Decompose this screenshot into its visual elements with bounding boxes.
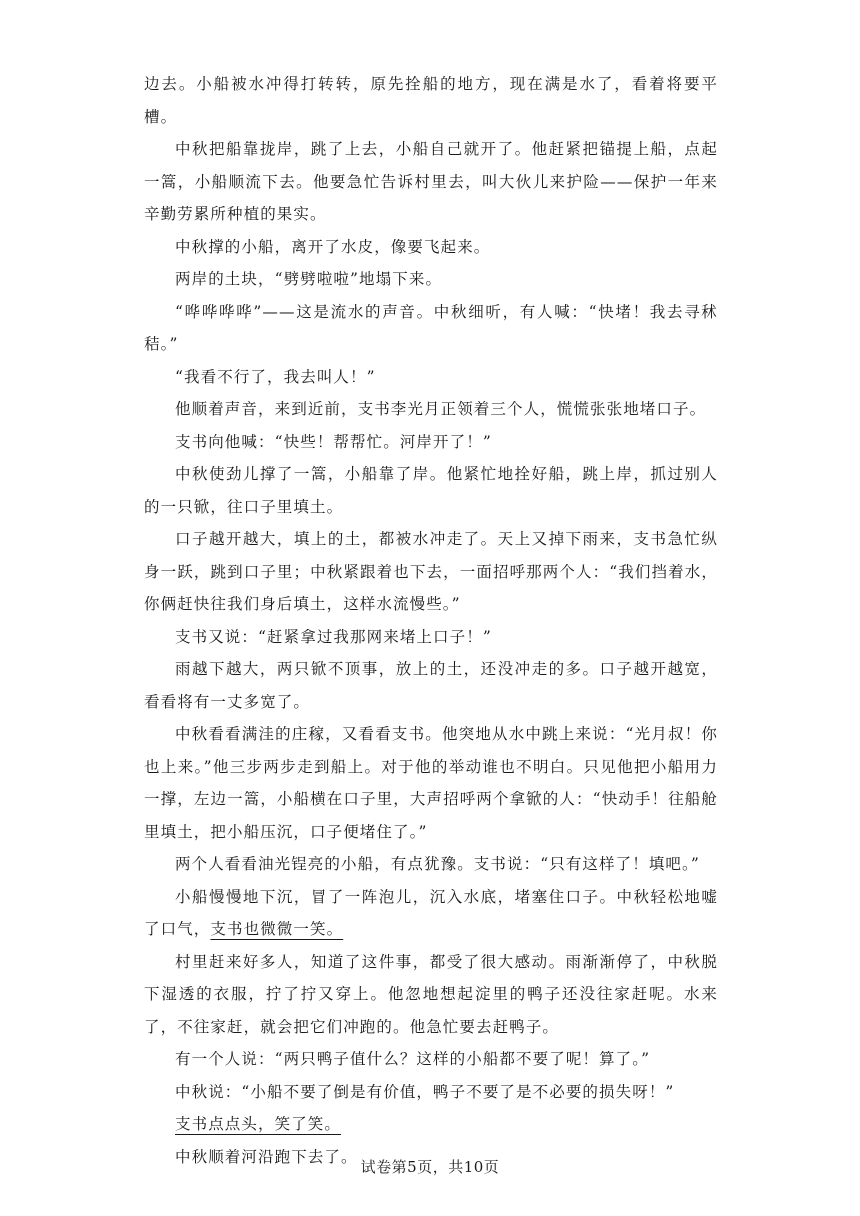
paragraph-7 (144, 426, 718, 459)
paragraph-15 (144, 946, 718, 1044)
paragraph-6-text: 他顺着声音，来到近前，支书李光月正领着三个人，慌慌张张地堵口子。 (175, 400, 707, 418)
paragraph-1-text: 中秋把船靠拢岸，跳了上去，小船自己就开了。他赶紧把锚提上船，点起一篙，小船顺流下去。他要急忙告诉村里去，叫大伙儿来护险——保护一年来辛勤劳累所种植的果实。 (144, 140, 718, 223)
page-number-label: 试卷第5页，共10页 (360, 1158, 500, 1176)
paragraph-16-text: 有一个人说：“两只鸭子值什么？这样的小船都不要了呢！算了。” (175, 1050, 651, 1068)
underlined-sentence-smile: 支书也微微一笑。 (210, 920, 344, 938)
underlined-sentence-nod: 支书点点头，笑了笑。 (175, 1115, 342, 1133)
paragraph-0 (144, 68, 718, 133)
paragraph-14-text: 小船慢慢地下沉，冒了一阵泡儿，沉入水底，堵塞住口子。中秋轻松地嘘了口气， (144, 887, 718, 938)
paragraph-16 (144, 1043, 718, 1076)
paragraph-11 (144, 653, 718, 718)
paragraph-13-text: 两个人看看油光锃亮的小船，有点犹豫。支书说：“只有这样了！填吧。” (175, 855, 700, 873)
paragraph-2 (144, 231, 718, 264)
paragraph-6 (144, 393, 718, 426)
paragraph-15-text: 村里赶来好多人，知道了这件事，都受了很大感动。雨渐渐停了，中秋脱下湿透的衣服，拧了拧又穿上。他忽地想起淀里的鸭子还没往家赶呢。水来了，不往家赶，就会把它们冲跑的。他急忙要去赶鸭子。 (144, 952, 718, 1036)
paragraph-9 (144, 523, 718, 621)
paragraph-3 (144, 263, 718, 296)
paragraph-17 (144, 1076, 718, 1109)
paragraph-12 (144, 718, 718, 848)
paragraph-8 (144, 458, 718, 523)
page-footer (0, 1156, 860, 1177)
paragraph-14 (144, 881, 718, 946)
paragraph-2-text: 中秋撑的小船，离开了水皮，像要飞起来。 (175, 237, 491, 256)
paragraph-0-text: 边去。小船被水冲得打转转，原先拴船的地方，现在满是水了，看着将要平槽。 (144, 75, 718, 126)
paragraph-17-text: 中秋说：“小船不要了倒是有价值，鸭子不要了是不必要的损失呀！” (175, 1082, 675, 1101)
paragraph-8-text: 中秋使劲儿撑了一篙，小船靠了岸。他紧忙地拴好船，跳上岸，抓过别人的一只锨，往口子里填土。 (144, 465, 718, 516)
paragraph-4-text: “哗哗哗哗”——这是流水的声音。中秋细听，有人喊：“快堵！我去寻秫秸。” (144, 302, 718, 353)
paragraph-3-text: 两岸的土块，“劈劈啦啦”地塌下来。 (175, 270, 443, 288)
paragraph-10 (144, 621, 718, 654)
paragraph-18 (144, 1108, 718, 1141)
paragraph-7-text: 支书向他喊：“快些！帮帮忙。河岸开了！” (175, 432, 492, 451)
paragraph-12-text: 中秋看看满洼的庄稼，又看看支书。他突地从水中跳上来说：“光月叔！你也上来。”他三步两步走到船上。对于他的举动谁也不明白。只见他把小船用力一撑，左边一篙，小船横在口子里，大声招呼两个拿锨的人：“快动手！往船舱里填土，把小船压沉，口子便堵住了。” (144, 725, 718, 841)
paragraph-13 (144, 848, 718, 881)
paragraph-1 (144, 133, 718, 231)
paragraph-11-text: 雨越下越大，两只锨不顶事，放上的土，还没冲走的多。口子越开越宽，看看将有一丈多宽了。 (144, 660, 718, 711)
paragraph-10-text: 支书又说：“赶紧拿过我那网来堵上口子！” (175, 627, 492, 646)
paragraph-9-text: 口子越开越大，填上的土，都被水冲走了。天上又掉下雨来，支书急忙纵身一跃，跳到口子里；中秋紧跟着也下去，一面招呼那两个人：“我们挡着水，你俩赶快往我们身后填土，这样水流慢些。” (144, 530, 718, 613)
paragraph-5 (144, 361, 718, 394)
paragraph-5-text: “我看不行了，我去叫人！” (175, 367, 376, 386)
paragraph-19-text: 中秋顺着河沿跑下去了。 (175, 1147, 358, 1166)
paragraph-4 (144, 296, 718, 361)
story-text-body (144, 68, 718, 1173)
